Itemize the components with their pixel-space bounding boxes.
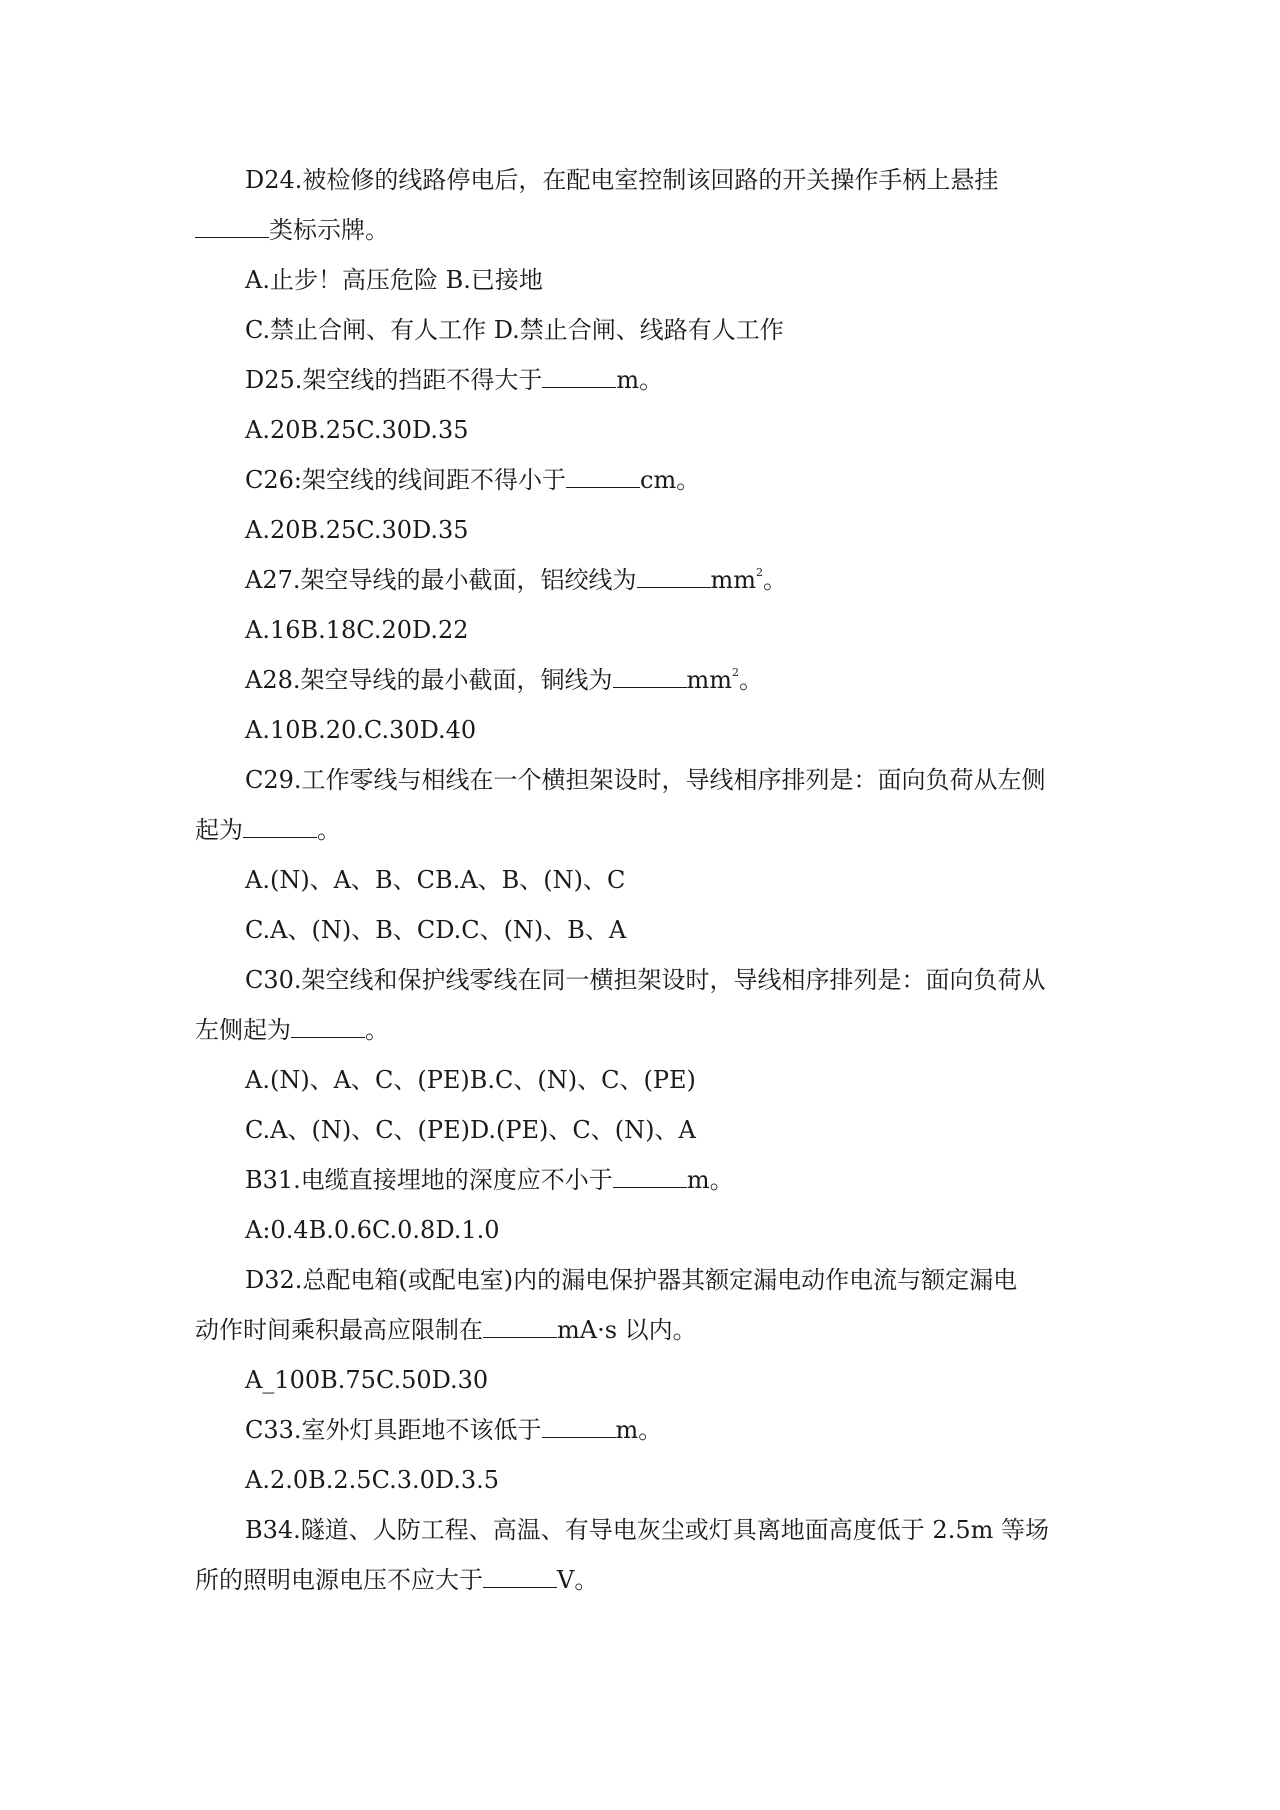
question-34-stem-cont <box>195 1565 598 1595</box>
options-text: A.10B.20.C.30D.40 <box>245 716 477 744</box>
options-text: A.2.0B.2.5C.3.0D.3.5 <box>245 1466 500 1494</box>
question-24-stem-cont <box>195 215 389 245</box>
options-text: C.A、(N)、C、(PE)D.(PE)、C、(N)、A <box>245 1116 696 1144</box>
question-31-stem <box>245 1165 734 1195</box>
question-30-stem-cont <box>195 1015 389 1045</box>
question-text: A27.架空导线的最小截面，铝绞线为 <box>245 566 637 594</box>
question-33-stem <box>245 1415 662 1445</box>
question-text: C33.室外灯具距地不该低于 <box>245 1416 542 1444</box>
question-32-stem-cont <box>195 1315 697 1345</box>
question-34-stem <box>245 1515 1049 1545</box>
question-29-options-cd <box>245 915 626 945</box>
question-24-options-cd <box>245 315 784 345</box>
answer-blank <box>637 565 711 588</box>
options-text: A.(N)、A、B、CB.A、B、(N)、C <box>245 866 626 894</box>
question-text: cm。 <box>640 466 701 494</box>
question-32-stem <box>245 1265 1017 1295</box>
unit-text: mm <box>686 666 733 694</box>
question-29-options-ab <box>245 865 625 895</box>
question-text: C29.工作零线与相线在一个横担架设时，导线相序排列是：面向负荷从左侧 <box>245 766 1046 794</box>
question-text: 。 <box>763 566 788 594</box>
question-30-options-ab <box>245 1065 696 1095</box>
unit-superscript: 2 <box>756 566 764 579</box>
question-text: m。 <box>686 1166 734 1194</box>
options-text: C.禁止合闸、有人工作 D.禁止合闸、线路有人工作 <box>245 316 784 344</box>
options-text: A.止步！高压危险 B.已接地 <box>245 266 543 294</box>
question-text: m。 <box>616 366 664 394</box>
answer-blank <box>613 1165 687 1188</box>
answer-blank <box>243 815 317 838</box>
answer-blank <box>613 665 687 688</box>
answer-blank <box>542 365 616 388</box>
answer-blank <box>542 1415 616 1438</box>
answer-blank <box>483 1565 557 1588</box>
question-text: 。 <box>739 666 764 694</box>
options-text: A.16B.18C.20D.22 <box>245 616 469 644</box>
question-text: B34.隧道、人防工程、高温、有导电灰尘或灯具离地面高度低于 2.5m 等场 <box>245 1516 1049 1544</box>
question-30-stem <box>245 965 1046 995</box>
question-text: A28.架空导线的最小截面，铜线为 <box>245 666 613 694</box>
question-26-stem <box>245 465 700 495</box>
question-text: D24.被检修的线路停电后，在配电室控制该回路的开关操作手柄上悬挂 <box>245 166 999 194</box>
question-30-options-cd <box>245 1115 696 1145</box>
question-text: V。 <box>557 1566 599 1594</box>
question-text: 起为 <box>195 816 243 844</box>
question-text: mA·s 以内。 <box>557 1316 697 1344</box>
question-text: C26:架空线的线间距不得小于 <box>245 466 566 494</box>
question-text: 动作时间乘积最高应限制在 <box>195 1316 483 1344</box>
answer-blank <box>291 1015 365 1038</box>
question-27-options <box>245 615 469 645</box>
answer-blank <box>483 1315 557 1338</box>
question-text: 。 <box>365 1016 389 1044</box>
question-text: 类标示牌。 <box>269 216 389 244</box>
question-27-stem <box>245 565 787 595</box>
question-29-stem-cont <box>195 815 341 845</box>
options-text: A.(N)、A、C、(PE)B.C、(N)、C、(PE) <box>245 1066 696 1094</box>
question-text: D25.架空线的挡距不得大于 <box>245 366 543 394</box>
question-26-options <box>245 515 469 545</box>
question-text: C30.架空线和保护线零线在同一横担架设时，导线相序排列是：面向负荷从 <box>245 966 1046 994</box>
unit-text: mm <box>710 566 757 594</box>
question-24-options-ab <box>245 265 543 295</box>
question-24-stem <box>245 165 998 195</box>
question-text: B31.电缆直接埋地的深度应不小于 <box>245 1166 613 1194</box>
options-text: C.A、(N)、B、CD.C、(N)、B、A <box>245 916 627 944</box>
question-text: 所的照明电源电压不应大于 <box>195 1566 483 1594</box>
question-28-stem <box>245 665 763 695</box>
question-text: m。 <box>615 1416 663 1444</box>
question-33-options <box>245 1465 499 1495</box>
question-29-stem <box>245 765 1046 795</box>
question-25-stem <box>245 365 663 395</box>
options-text: A.20B.25C.30D.35 <box>245 516 469 544</box>
options-text: A:0.4B.0.6C.0.8D.1.0 <box>245 1216 500 1244</box>
question-text: 左侧起为 <box>195 1016 291 1044</box>
question-25-options <box>245 415 469 445</box>
question-32-options <box>245 1365 488 1395</box>
question-31-options <box>245 1215 500 1245</box>
answer-blank <box>566 465 640 488</box>
question-28-options <box>245 715 476 745</box>
options-text: A_100B.75C.50D.30 <box>245 1366 489 1394</box>
question-text: D32.总配电箱(或配电室)内的漏电保护器其额定漏电动作电流与额定漏电 <box>245 1266 1018 1294</box>
unit-superscript: 2 <box>732 666 740 679</box>
question-text: 。 <box>317 816 341 844</box>
answer-blank <box>195 215 269 238</box>
options-text: A.20B.25C.30D.35 <box>245 416 469 444</box>
